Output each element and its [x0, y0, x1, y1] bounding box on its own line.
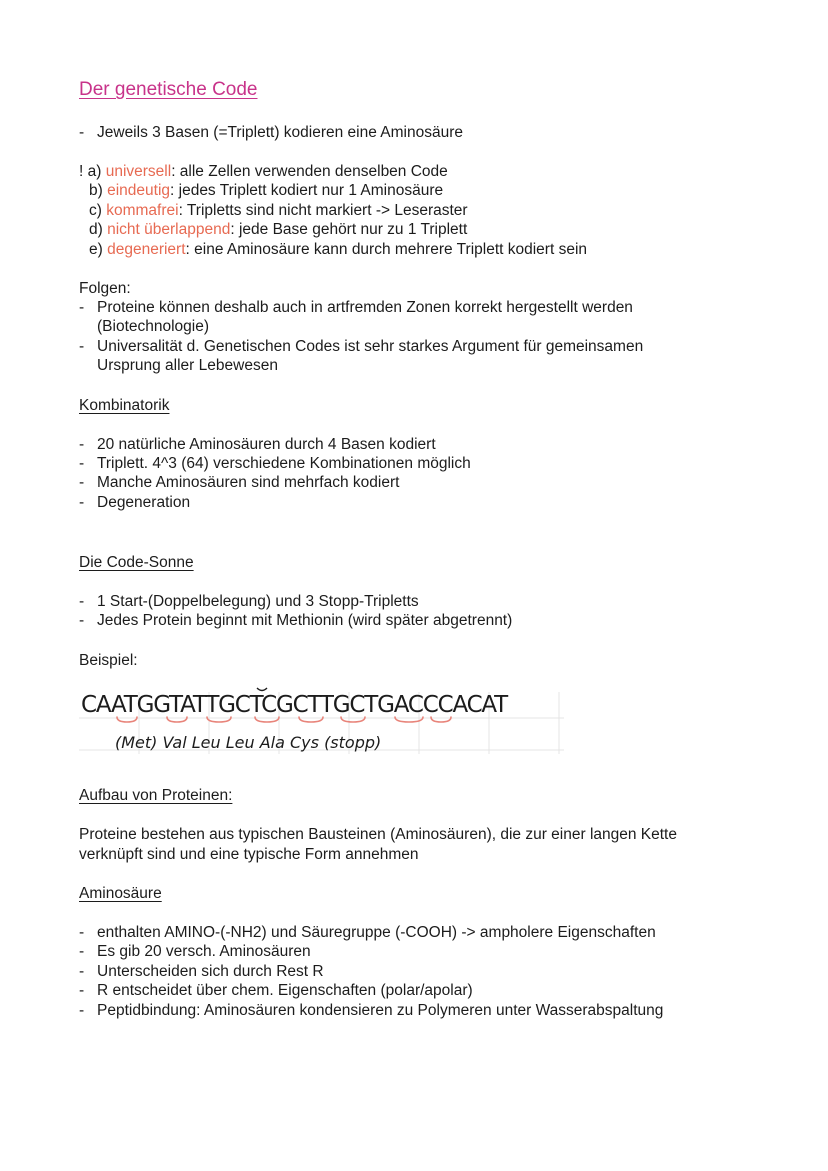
bullet-dash: - — [79, 982, 85, 999]
bullet-dash: - — [79, 455, 85, 472]
page-title: Der genetische Code — [79, 79, 258, 100]
property-text: : jede Base gehört nur zu 1 Triplett — [230, 221, 468, 238]
property-keyword: nicht überlappend — [107, 221, 231, 238]
bullet-dash: - — [79, 1002, 85, 1019]
folgen-item-line1: Universalität d. Genetischen Codes ist sehr starkes Argument für gemeinsamen — [97, 338, 644, 355]
list-item-text: enthalten AMINO-(-NH2) und Säuregruppe (-COOH) -> ampholere Eigenschaften — [97, 924, 656, 941]
property-prefix: ! a) — [79, 163, 106, 180]
folgen-item-line2: Ursprung aller Lebewesen — [97, 357, 278, 374]
aufbau-text-line1: Proteine bestehen aus typischen Bausteinen (Aminosäuren), die zur einer langen Kette — [79, 826, 677, 843]
property-keyword: kommafrei — [106, 202, 179, 219]
bullet-dash: - — [79, 474, 85, 491]
property-universell — [79, 163, 448, 181]
handwritten-example — [79, 684, 569, 761]
list-item-text: Jedes Protein beginnt mit Methionin (wird später abgetrennt) — [97, 612, 513, 629]
section-heading-aminosaeure: Aminosäure — [79, 885, 162, 902]
handwritten-example-svg — [79, 684, 569, 756]
list-item-text: Unterscheiden sich durch Rest R — [97, 963, 324, 980]
bullet-dash: - — [79, 299, 85, 316]
section-heading-aufbau: Aufbau von Proteinen: — [79, 787, 233, 804]
bullet-dash: - — [79, 436, 85, 453]
bullet-dash: - — [79, 963, 85, 980]
property-keyword: universell — [105, 163, 172, 180]
property-text: : jedes Triplett kodiert nur 1 Aminosäure — [170, 182, 444, 199]
list-item-text: 20 natürliche Aminosäuren durch 4 Basen kodiert — [97, 436, 436, 453]
section-heading-kombinatorik: Kombinatorik — [79, 397, 170, 414]
bullet-dash: - — [79, 494, 85, 511]
property-kommafrei — [89, 202, 468, 220]
property-text: : Tripletts sind nicht markiert -> Leseraster — [178, 202, 468, 219]
list-item-text: R entscheidet über chem. Eigenschaften (polar/apolar) — [97, 982, 473, 999]
aufbau-text-line2: verknüpft sind und eine typische Form annehmen — [79, 846, 419, 863]
property-nicht-ueberlappend — [89, 221, 467, 239]
folgen-item-line1: Proteine können deshalb auch in artfremden Zonen korrekt hergestellt werden — [97, 299, 633, 316]
property-keyword: eindeutig — [107, 182, 171, 199]
list-item-text: Triplett. 4^3 (64) verschiedene Kombinationen möglich — [97, 455, 471, 472]
property-prefix: d) — [89, 221, 108, 238]
list-item-text: 1 Start-(Doppelbelegung) und 3 Stopp-Tripletts — [97, 593, 419, 610]
property-eindeutig — [89, 182, 443, 200]
bullet-dash: - — [79, 338, 85, 355]
property-keyword: degeneriert — [107, 241, 186, 258]
folgen-label: Folgen: — [79, 280, 131, 297]
bullet-dash: - — [79, 593, 85, 610]
list-item-text: Peptidbindung: Aminosäuren kondensieren zu Polymeren unter Wasserabspaltung — [97, 1002, 664, 1019]
bullet-dash: - — [79, 612, 85, 629]
property-prefix: e) — [89, 241, 108, 258]
list-item-text: Manche Aminosäuren sind mehrfach kodiert — [97, 474, 400, 491]
bullet-dash: - — [79, 924, 85, 941]
property-text: : alle Zellen verwenden denselben Code — [171, 163, 448, 180]
property-prefix: b) — [89, 182, 108, 199]
list-item-text: Degeneration — [97, 494, 191, 511]
bullet-dash: - — [79, 943, 85, 960]
property-degeneriert — [89, 241, 587, 259]
beispiel-label: Beispiel: — [79, 652, 138, 669]
list-item-text: Es gib 20 versch. Aminosäuren — [97, 943, 311, 960]
property-prefix: c) — [89, 202, 107, 219]
folgen-item-line2: (Biotechnologie) — [97, 318, 210, 335]
caret-mark — [257, 688, 267, 691]
dna-sequence: CAATGGTATTGCTCGCTTGCTGACCCACAT — [81, 692, 508, 718]
intro-text: Jeweils 3 Basen (=Triplett) kodieren eine Aminosäure — [97, 124, 464, 141]
property-text: : eine Aminosäure kann durch mehrere Triplett kodiert sein — [185, 241, 588, 258]
amino-acid-translation: (Met) Val Leu Leu Ala Cys (stopp) — [115, 733, 382, 752]
bullet-dash: - — [79, 124, 85, 141]
section-heading-code-sonne: Die Code-Sonne — [79, 554, 194, 571]
